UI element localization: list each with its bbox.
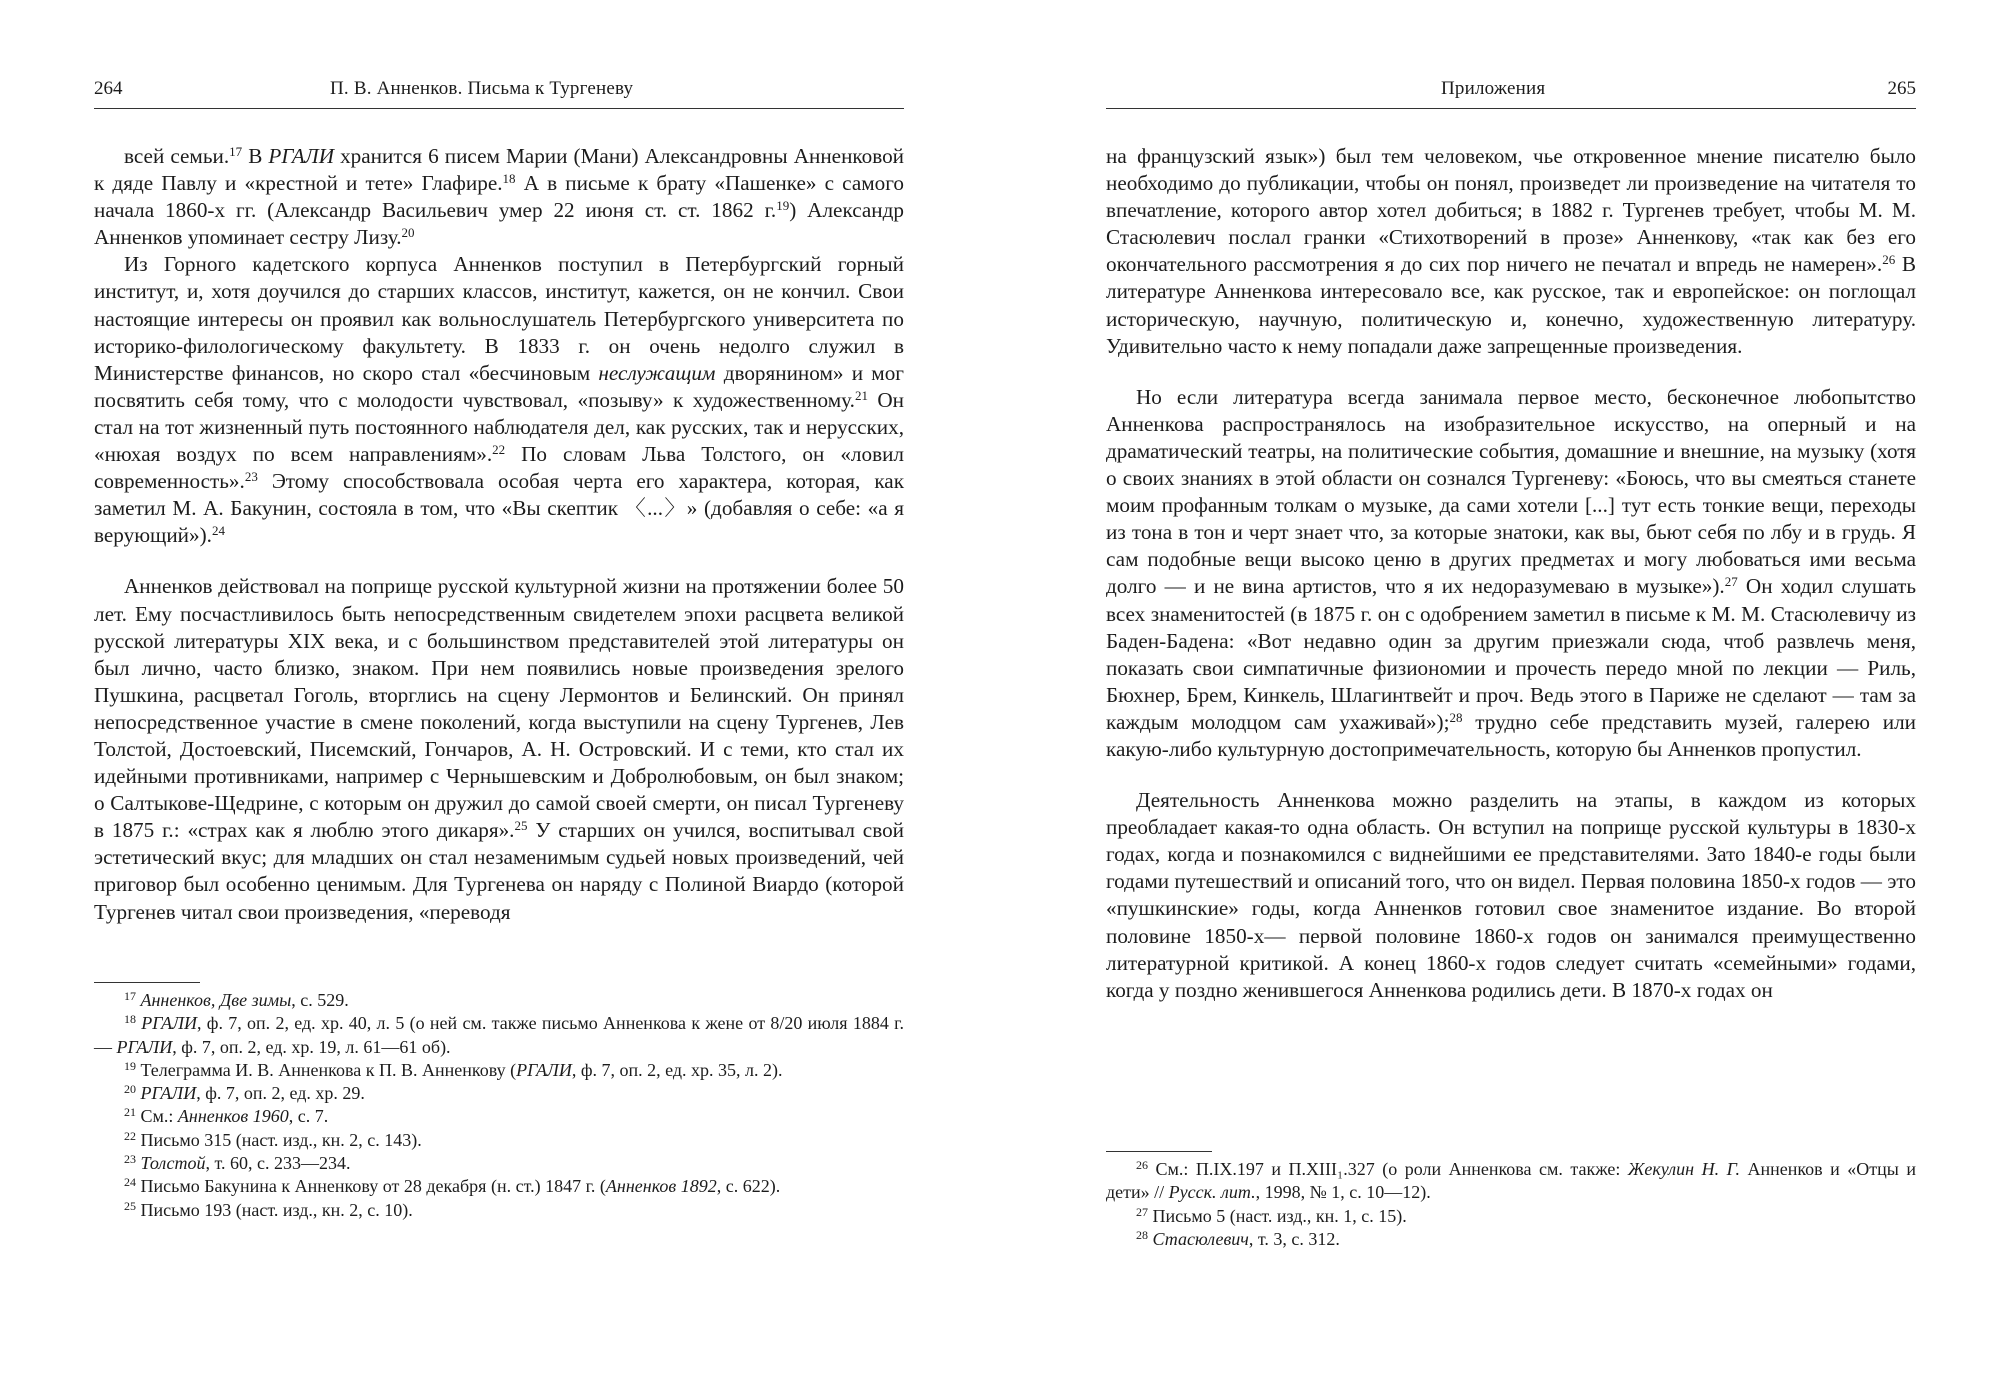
paragraph: [1106, 143, 1916, 360]
text-run: Этому способствовала особая черта его характера, которая, как заметил М. А. Бакунин, состояла в том, что «Вы скептик 〈...〉» (добавляя о себе: «а я верующий»).: [94, 469, 904, 548]
footnote-ref: 19: [124, 1058, 136, 1073]
running-title: П. В. Анненков. Письма к Тургеневу: [330, 78, 634, 99]
text-run: Письмо 5 (наст. изд., кн. 1, с. 15).: [1148, 1205, 1407, 1226]
footnote: [94, 1012, 904, 1059]
footnote-ref: 28: [1136, 1227, 1148, 1242]
text-run: Анненков и «Отцы и дети» //: [1106, 1159, 1916, 1203]
footnote-ref: 28: [1449, 709, 1463, 725]
footnote-ref: 23: [124, 1152, 136, 1167]
footnote-ref: 27: [1136, 1204, 1148, 1219]
italic-text: Анненков 1960: [177, 1106, 289, 1127]
footnote-ref: 21: [124, 1105, 136, 1120]
right-page-body: [1106, 143, 1916, 1004]
footnote: [1106, 1228, 1916, 1251]
footnote-ref: 26: [1882, 252, 1896, 268]
footnote-ref: 20: [124, 1082, 136, 1097]
text-run: Анненков действовал на поприще русской культурной жизни на протяжении более 50 лет. Ему посчастливилось быть непосредственным свидетелем эпохи расцвета великой русской литературы XIX века, и с большинством представителей этой литературы он был лично, часто близко, знаком. При нем появились новые произведения зрелого Пушкина, расцветал Гоголь, вторглись на сцену Лермонтов и Белинский. Он принял непосредственное участие в смене поколений, когда выступили на сцену Тургенев, Лев Толстой, Достоевский, Писемский, Гончаров, А. Н. Островский. И с теми, кто стал их идейными противниками, например с Чернышевским и Добролюбовым, он был знаком; о Салтыкове-Щедрине, с которым он дружил до самой своей смерти, он писал Тургеневу в 1875 г.: «страх как я люблю этого дикаря».: [94, 574, 904, 843]
footnote-rule: [1106, 1151, 1212, 1152]
text-run: Из Горного кадетского корпуса Анненков поступил в Петербургский горный институт, и, хотя доучился до старших классов, институт, кажется, он не кончил. Свои настоящие интересы он проявил как вольнослушатель Петербургского университета по историко-филологическому факультету. В 1833 г. он очень недолго служил в Министерстве финансов, но скоро стал «бесчиновым: [94, 252, 904, 385]
text-run: всей семьи.: [124, 144, 230, 168]
paragraph: [94, 573, 904, 925]
text-run: , т. 3, с. 312.: [1248, 1228, 1340, 1249]
italic-text: Русск. лит.: [1168, 1182, 1256, 1203]
text-run: , с. 7.: [288, 1106, 329, 1127]
footnote-ref: 23: [244, 469, 258, 485]
text-run: У старших он учился, воспитывал свой эстетический вкус; для младших он стал незаменимым судьей новых произведений, чей приговор был особенно ценимым. Для Тургенева он наряду с Полиной Виардо (которой Тургенев читал свои произведения, «переводя: [94, 818, 904, 924]
text-run: , 1998, № 1, с. 10—12).: [1255, 1182, 1431, 1203]
footnote: [94, 1105, 904, 1128]
right-page-footnotes: [1106, 1158, 1916, 1251]
text-run: Телеграмма И. В. Анненкова к П. В. Анненкову (: [136, 1059, 517, 1080]
italic-text: РГАЛИ: [516, 1059, 572, 1080]
text-run: , т. 60, с. 233—234.: [205, 1153, 351, 1174]
italic-text: РГАЛИ: [141, 1013, 198, 1034]
text-run: , ф. 7, оп. 2, ед. хр. 19, л. 61—61 об).: [172, 1036, 451, 1057]
italic-text: Анненков 1892: [605, 1176, 717, 1197]
footnote-ref: 18: [124, 1012, 136, 1027]
footnote: [94, 1082, 904, 1105]
italic-text: Толстой: [140, 1153, 206, 1174]
footnote: [94, 1152, 904, 1175]
header-rule: [94, 108, 904, 109]
text-run: , с. 529.: [291, 990, 349, 1010]
text-run: , ф. 7, оп. 2, ед. хр. 40, л. 5 (о ней см. также письмо Анненкова к жене от 8/20 июля 1884 г. —: [94, 1013, 904, 1057]
left-page-header: [94, 78, 904, 112]
text-run: Письмо 315 (наст. изд., кн. 2, с. 143).: [136, 1129, 422, 1150]
footnote: [94, 1059, 904, 1082]
text-run: Но если литература всегда занимала первое место, бесконечное любопытство Анненкова распространялось на изобразительное искусство, на оперный и на драматический театры, на политические события, домашние и внешние, на музыку (хотя о своих знаниях в этой области он сознался Тургеневу: «Боюсь, что вы смеяться станете моим профанным толкам о музыке, да сами хотели [...] тут есть тонкие вещи, переходы из тона в тон и черт знает что, за которые знатоки, как вы, бьют себя по лбу и в грудь. Я сам подобные вещи высоко ценю в других предметах и могу любоваться ими весьма долго — и не вина артистов, что я их недоразумеваю в музыке»).: [1106, 384, 1916, 599]
text-run: См.: П.IX.197 и П.XIII₁.327 (о роли Анненкова см. также:: [1148, 1159, 1628, 1179]
italic-text: Анненков, Две зимы: [140, 990, 292, 1010]
footnote-ref: 21: [854, 387, 868, 403]
footnote-ref: 27: [1724, 574, 1738, 590]
italic-text: Стасюлевич: [1152, 1228, 1249, 1249]
text-run: Деятельность Анненкова можно разделить на этапы, в каждом из которых преобладает какая-то одна область. Он вступил на поприще русской культуры в 1830-х годах, когда и познакомился с виднейшими ее представителями. Зато 1840-е годы были годами путешествий и описаний того, что он видел. Первая половина 1850-х годов — это «пушкинские» годы, когда Анненков готовил свое знаменитое издание. Во второй половине 1850-х— первой половине 1860-х годов он занимался преимущественно литературной критикой. А конец 1860-х годов следует считать «семейными» годами, когда у поздно женившегося Анненкова родились дети. В 1870-х годах он: [1106, 788, 1916, 1002]
text-run: Он стал на тот жизненный путь постоянного наблюдателя дел, как русских, так и нерусских, «нюхая воздух по всем направлениям».: [94, 387, 905, 467]
running-title: Приложения: [1441, 78, 1546, 99]
italic-text: неслужащим: [598, 360, 716, 385]
footnote: [94, 1175, 904, 1198]
footnote-ref: 25: [124, 1198, 136, 1213]
footnote: [94, 1199, 904, 1222]
text-run: По словам Льва Толстого, он «ловил современность».: [94, 442, 904, 494]
footnote: [94, 1129, 904, 1152]
footnote-ref: 20: [401, 225, 415, 241]
footnote: [1106, 1158, 1916, 1205]
footnote-ref: 17: [229, 144, 243, 159]
footnote-ref: 22: [124, 1128, 136, 1143]
text-run: В: [242, 144, 269, 168]
paragraph: [94, 143, 904, 251]
header-rule: [1106, 108, 1916, 109]
text-run: А в письме к брату «Пашенке» с самого начала 1860-х гг. (Александр Васильевич умер 22 июня ст. ст. 1862 г.: [94, 171, 904, 223]
footnote-ref: 19: [776, 198, 790, 214]
text-run: См.:: [136, 1106, 178, 1127]
footnote-ref: 17: [124, 989, 136, 1003]
text-run: Письмо Бакунина к Анненкову от 28 декабря (н. ст.) 1847 г. (: [136, 1176, 606, 1197]
text-run: , с. 622).: [716, 1176, 781, 1197]
text-run: хранится 6 писем Марии (Мани) Александровны Анненковой к дяде Павлу и «крестной и тете» Глафире.: [94, 144, 905, 196]
left-page-footnotes: [94, 989, 904, 1222]
paragraph: [1106, 384, 1916, 763]
footnote-ref: 26: [1136, 1158, 1148, 1172]
footnote-rule: [94, 982, 200, 983]
text-run: на французский язык») был тем человеком, чье откровенное мнение писателю было необходимо до публикации, чтобы он понял, произведет ли произведение на читателя то впечатление, которого автор хотел добиться; в 1882 г. Тургенев требует, чтобы М. М. Стасюлевич послал гранки «Стихотворений в прозе» Анненкову, «так как без его окончательного рассмотрения я до сих пор ничего не печатал и впредь не намерен».: [1106, 144, 1916, 277]
text-run: , ф. 7, оп. 2, ед. хр. 35, л. 2).: [571, 1059, 783, 1080]
italic-text: РГАЛИ: [116, 1036, 173, 1057]
footnote-ref: 24: [124, 1175, 136, 1190]
paragraph: [94, 251, 904, 549]
text-run: дворянином» и мог посвятить себя тому, что с молодости чувствовал, «позыву» к художественному.: [94, 360, 904, 412]
text-run: , ф. 7, оп. 2, ед. хр. 29.: [196, 1083, 365, 1104]
text-run: Письмо 193 (наст. изд., кн. 2, с. 10).: [136, 1199, 413, 1220]
page-number: 264: [94, 78, 123, 99]
text-run: Он ходил слушать всех знаменитостей (в 1875 г. он с одобрением заметил в письме к М. М. Стасюлевичу из Баден-Бадена: «Вот недавно один за другим приезжали сюда, чтоб развлечь меня, показать свои симпатичные физиономии и прочесть передо мной по лекции — Риль, Бюхнер, Брем, Кинкель, Шлагинтвейт и проч. Ведь этого в Париже не сделают — там за каждым молодцом сам ухаживай»);: [1106, 574, 1916, 734]
text-run: трудно себе представить музей, галерею или какую-либо культурную достопримечательность, которую бы Анненков пропустил.: [1106, 709, 1916, 761]
footnote: [1106, 1205, 1916, 1228]
footnote-ref: 25: [514, 818, 528, 834]
italic-text: РГАЛИ: [268, 144, 334, 168]
paragraph: [1106, 787, 1916, 1004]
text-run: ) Александр Анненков упоминает сестру Лизу.: [94, 198, 904, 250]
italic-text: РГАЛИ: [140, 1083, 197, 1104]
left-page-body: [94, 143, 904, 926]
text-run: В литературе Анненкова интересовало все, как русское, так и европейское: он поглощал историческую, научную, политическую и, конечно, художественную литературу. Удивительно часто к нему попадали даже запрещенные произведения.: [1106, 252, 1916, 358]
footnote-ref: 22: [492, 442, 506, 458]
italic-text: Жекулин Н. Г.: [1627, 1159, 1740, 1179]
page-number: 265: [1887, 78, 1916, 99]
footnote-ref: 18: [502, 171, 516, 187]
footnote: [94, 989, 904, 1012]
right-page-header: [1106, 78, 1916, 112]
footnote-ref: 24: [211, 523, 225, 539]
right-page: [1000, 0, 2000, 1377]
